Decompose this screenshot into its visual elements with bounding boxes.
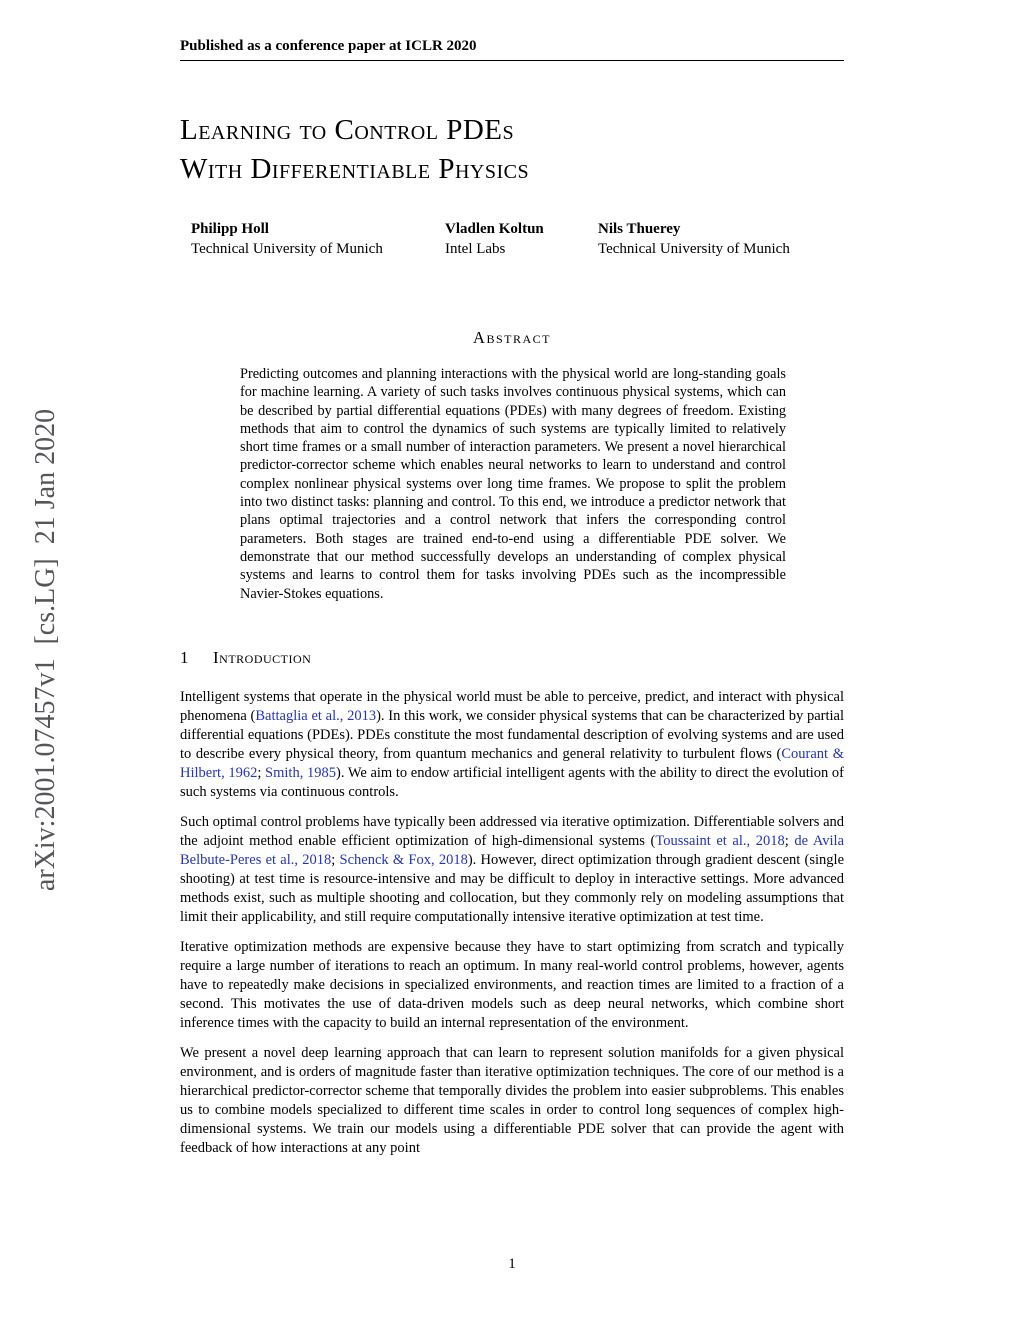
section-title: Introduction <box>213 647 312 667</box>
page-number: 1 <box>508 1256 516 1272</box>
citation-link[interactable]: Courant & Hilbert, 1962 <box>180 745 844 781</box>
citation-link[interactable]: de Avila Belbute-Peres et al., 2018 <box>180 832 844 868</box>
author-affiliation: Technical University of Munich <box>598 241 790 257</box>
paper-title-line2: With Differentiable Physics <box>180 153 530 185</box>
section-number: 1 <box>180 647 189 667</box>
paragraph-text: Intelligent systems that operate in the physical world must be able to perceive, predict, and interact with physical phenomena ( <box>180 688 844 724</box>
citation-link[interactable]: Smith, 1985 <box>265 764 336 781</box>
paper-content <box>180 0 844 1158</box>
intro-paragraph <box>180 1044 844 1158</box>
paper-title-line1: Learning to Control PDEs <box>180 114 515 146</box>
author-name: Vladlen Koltun <box>445 221 544 237</box>
paragraph-text: ). We aim to endow artificial intelligent agents with the ability to direct the evolution of such systems via continuous controls. <box>180 764 844 800</box>
introduction-body <box>180 688 844 1158</box>
author-affiliation: Technical University of Munich <box>191 241 383 257</box>
author-affiliation: Intel Labs <box>445 241 506 257</box>
paragraph-text: ). In this work, we consider physical systems that can be characterized by partial differential equations (PDEs). PDEs constitute the most fundamental description of evolving systems and are used to describe every physical theory, from quantum mechanics and general relativity to turbulent flows ( <box>180 707 844 762</box>
section-heading-introduction <box>180 648 844 668</box>
paragraph-text: ; <box>257 764 266 781</box>
paragraph-text: Such optimal control problems have typically been addressed via iterative optimization. Differentiable solvers and the adjoint method enable efficient optimization of high-dimensional systems ( <box>180 813 844 849</box>
authors-row <box>180 221 844 258</box>
abstract-heading: Abstract <box>473 328 551 347</box>
paragraph-text: ). However, direct optimization through gradient descent (single shooting) at test time is resource-intensive and may be difficult to deploy in interactive settings. More advanced methods exist, such as multiple shooting and collocation, but they commonly rely on modeling assumptions that limit their applicability, and still require computationally intensive iterative optimization at test time. <box>180 851 845 925</box>
intro-paragraph <box>180 813 844 927</box>
citation-link[interactable]: Toussaint et al., 2018 <box>655 832 785 849</box>
intro-paragraph <box>180 938 844 1033</box>
header-rule <box>180 60 844 61</box>
author-block <box>191 221 445 258</box>
author-name: Nils Thuerey <box>598 221 681 237</box>
author-block <box>598 221 790 258</box>
author-block <box>445 221 598 258</box>
paper-title <box>180 111 844 189</box>
paragraph-text: ; <box>331 851 340 868</box>
intro-paragraph <box>180 688 844 802</box>
running-header: Published as a conference paper at ICLR 2020 <box>180 38 477 54</box>
arxiv-stamp: arXiv:2001.07457v1 [cs.LG] 21 Jan 2020 <box>30 408 61 892</box>
paragraph-text: Iterative optimization methods are expensive because they have to start optimizing from scratch and typically require a large number of iterations to reach an optimum. In many real-world control problems, however, agents have to repeatedly make decisions in specialized environments, and reaction times are limited to a fraction of a second. This motivates the use of data-driven models such as deep neural networks, which combine short inference times with the capacity to build an internal representation of the environment. <box>180 938 844 1031</box>
paragraph-text: We present a novel deep learning approach that can learn to represent solution manifolds for a given physical environment, and is orders of magnitude faster than iterative optimization techniques. The core of our method is a hierarchical predictor-corrector scheme that temporally divides the problem into easier subproblems. This enables us to combine models specialized to different time scales in order to control long sequences of complex high-dimensional systems. We train our models using a differentiable PDE solver that can provide the agent with feedback of how interactions at any point <box>180 1044 844 1156</box>
author-name: Philipp Holl <box>191 221 269 237</box>
citation-link[interactable]: Schenck & Fox, 2018 <box>339 851 468 868</box>
citation-link[interactable]: Battaglia et al., 2013 <box>255 707 377 724</box>
abstract-text: Predicting outcomes and planning interactions with the physical world are long-standing goals for machine learning. A variety of such tasks involves continuous physical systems, which can be described by partial differential equations (PDEs) with many degrees of freedom. Existing methods that aim to control the dynamics of such systems are typically limited to relatively short time frames or a small number of interaction parameters. We present a novel hierarchical predictor-corrector scheme which enables neural networks to learn to understand and control complex nonlinear physical systems over long time frames. We propose to split the problem into two distinct tasks: planning and control. To this end, we introduce a predictor network that plans optimal trajectories and a control network that infers the corresponding control parameters. Both stages are trained end-to-end using a differentiable PDE solver. We demonstrate that our method successfully develops an understanding of complex physical systems and learns to control them for tasks involving PDEs such as the incompressible Navier-Stokes equations. <box>240 366 786 602</box>
paragraph-text: ; <box>784 832 795 849</box>
